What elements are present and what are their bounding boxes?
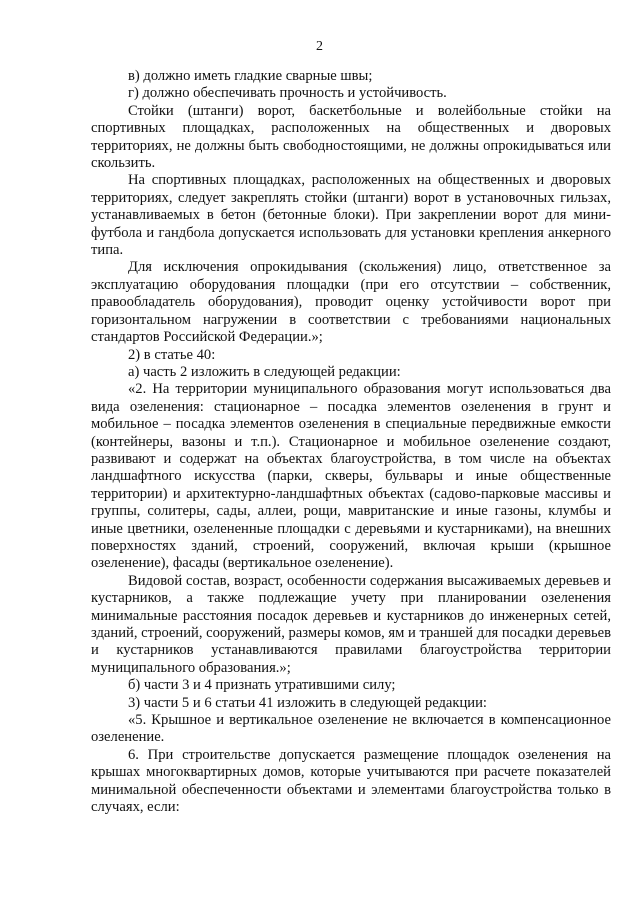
paragraph-item-6: 6. При строительстве допускается размещение площадок озеленения на крышах многоквартирных домов, которые учитываются при расчете показателей минимальной обеспеченности объектами и элементами благоустройства только в случаях, если: [91, 746, 611, 816]
paragraph-species-composition: Видовой состав, возраст, особенности содержания высаживаемых деревьев и кустарников, а также подлежащие учету при планировании озеленения минимальные расстояния посадок деревьев и кустарников до инженерных сетей, зданий, строений, сооружений, размеры комов, ям и траншей для посадки деревьев и кустарников устанавливаются правилами благоустройства территории муниципального образования.»; [91, 572, 612, 676]
paragraph-item-v: в) должно иметь гладкие сварные швы; [128, 68, 373, 84]
paragraph-stability-check: Для исключения опрокидывания (скольжения) лицо, ответственное за эксплуатацию оборудования площадки (при его отсутствии – собственник, правообладатель оборудования), проводит оценку устойчивости ворот при горизонтальном нагружении в соответствии с требованиями национальных стандартов Российской Федерации.»; [91, 259, 611, 346]
document-body [91, 68, 611, 816]
paragraph-article-41: 3) части 5 и 6 статьи 41 изложить в следующей редакции: [128, 694, 487, 711]
paragraph-parts-3-4: б) части 3 и 4 признать утратившими силу; [128, 677, 396, 694]
paragraph-greening-types: «2. На территории муниципального образования могут использоваться два вида озеленения: стационарное – посадка элементов озеленения в грунт и мобильное – посадка элементов озеленения в специальные передвижные емкости (контейнеры, вазоны и т.п.). Стационарное и мобильное озеленение создают, развивают и содержат на объектах благоустройства, в том числе на объектах ландшафтного искусства (парки, скверы, бульвары и иные общественные территории) и архитектурно-ландшафтных объектах (садово-парковые массивы и группы, солитеры, сады, аллеи, рощи, мавританские и иные газоны, клумбы и иные цветники, озелененные площадки с деревьями и кустарниками), на внешних поверхностях зданий, строений, сооружений, включая крыши (крышное озеленение), фасады (вертикальное озеленение). [91, 381, 611, 572]
paragraph-item-5: «5. Крышное и вертикальное озеленение не включается в компенсационное озеленение. [91, 712, 611, 746]
paragraph-goal-fixing: На спортивных площадках, расположенных на общественных и дворовых территориях, следует закреплять стойки (штанги) ворот в установочных гильзах, устанавливаемых в бетон (бетонные блоки). При закреплении ворот для мини-футбола и гандбола допускается использовать для установки крепления анкерного типа. [91, 172, 611, 259]
paragraph-item-g: г) должно обеспечивать прочность и устойчивость. [128, 85, 447, 102]
paragraph-part-2-intro: а) часть 2 изложить в следующей редакции: [128, 363, 401, 380]
paragraph-goal-posts: Стойки (штанги) ворот, баскетбольные и волейбольные стойки на спортивных площадках, расположенных на общественных и дворовых территориях, не должны быть свободностоящими, не должны опрокидываться или скользить. [91, 102, 611, 172]
page-number: 2 [316, 39, 323, 54]
paragraph-article-40: 2) в статье 40: [128, 346, 216, 363]
